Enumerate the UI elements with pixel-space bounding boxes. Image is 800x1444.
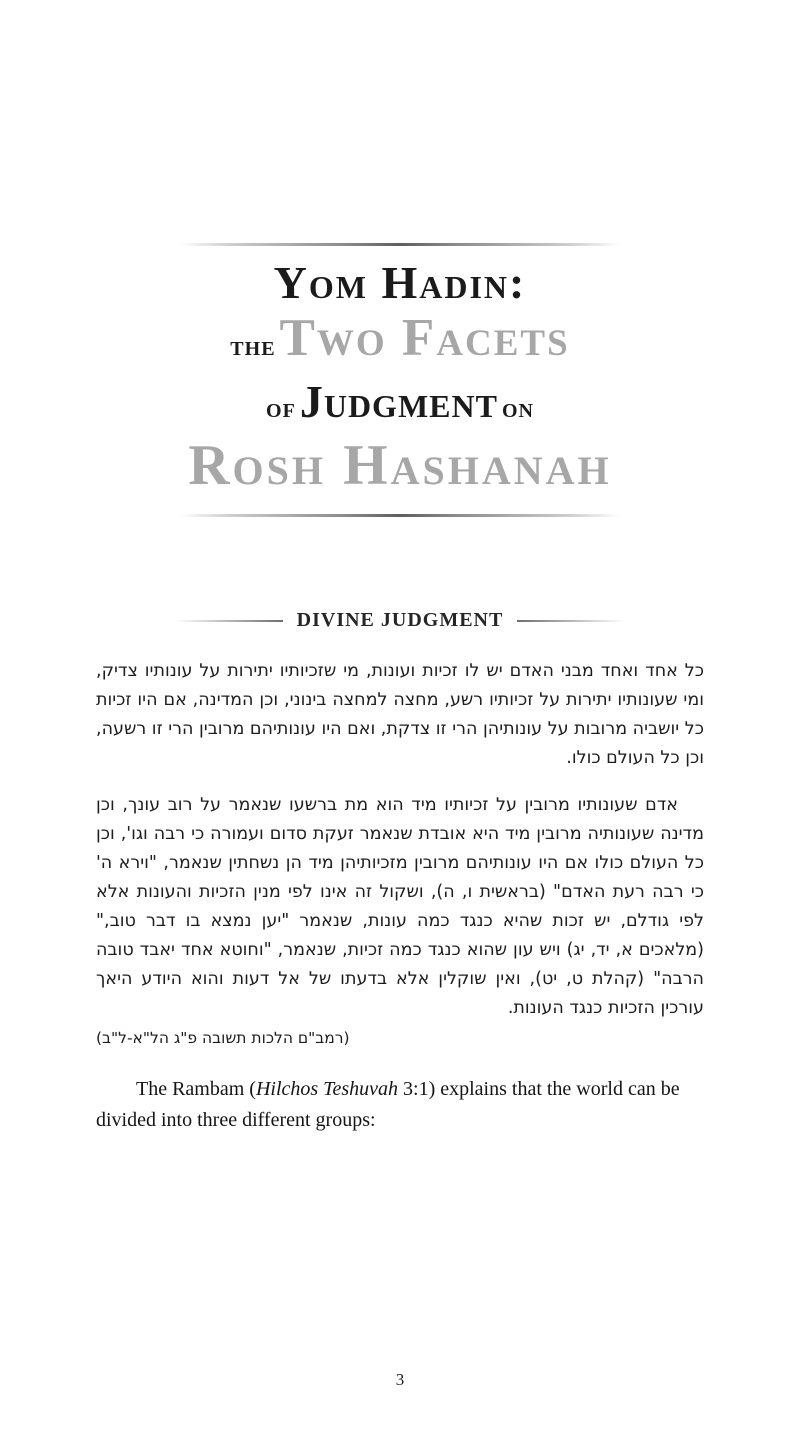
title-word-judgment: Judgment xyxy=(299,376,498,427)
chapter-title xyxy=(0,256,800,496)
english-book-title: Hilchos Teshuvah xyxy=(255,1077,399,1100)
title-bottom-rule xyxy=(179,514,621,517)
hebrew-source-citation: (רמב"ם הלכות תשובה פ"ג הל"א-ל"ב) xyxy=(96,1028,350,1047)
hebrew-quote-paragraph-1: כל אחד ואחד מבני האדם יש לו זכיות ועונות, מי שזכיותיו יתירות על עונותיו צדיק, ומי שעונותיו יתירות על זכיותיו רשע, מחצה למחצה בינוני, וכן המדינה, אם היו זכיות כל יושביה מרובות על עונותיהן הרי זו צדקת, ואם היו עונותיהם מרובין הרי זו רשעה, וכן כל העולם כולו. xyxy=(96,661,704,768)
section-header xyxy=(96,609,704,632)
title-top-rule xyxy=(179,243,621,246)
english-text-before: The Rambam ( xyxy=(136,1077,256,1100)
section-header-left-line xyxy=(175,620,283,622)
english-paragraph xyxy=(96,1074,704,1136)
book-page xyxy=(0,243,800,1444)
title-word-the: the xyxy=(230,331,276,362)
title-word-of: of xyxy=(266,393,296,424)
hebrew-quote-paragraph-2: אדם שעונותיו מרובין על זכיותיו מיד הוא מת ברשעו שנאמר על רוב עונך, וכן מדינה שעונותיה מרובין מיד היא אובדת שנאמר זעקת סדום ועמורה כי רבה וגו', וכן כל העולם כולו אם היו עונותיהם מרובין מזכיותיהן מיד הן נשחתין שנאמר, "וירא ה' כי רבה רעת האדם" (בראשית ו, ה), ושקול זה אינו לפי מנין הזכיות והעונות אלא לפי גודלם, יש זכות שהיא כנגד כמה עונות, שנאמר "יען נמצא בו דבר טוב," (מלאכים א, יד, יג) ויש עון שהוא כנגד כמה זכיות, שנאמר, "וחוטא אחד יאבד טובה הרבה" (קהלת ט, יט), ואין שוקלין אלא בדעתו של אל דעות והוא היודע היאך עורכין הזכיות כנגד העונות. xyxy=(96,794,704,1018)
page-body xyxy=(96,609,704,1136)
title-line-1: Yom Hadin: xyxy=(273,257,527,308)
title-line-3 xyxy=(0,376,800,436)
title-line-2 xyxy=(0,310,800,379)
title-line-4: Rosh Hashanah xyxy=(188,434,612,497)
title-word-on: on xyxy=(501,393,534,424)
section-header-right-line xyxy=(517,620,625,622)
section-header-title: DIVINE JUDGMENT xyxy=(296,609,504,631)
english-text-after: 3:1) explains that the world can be divided into three different groups: xyxy=(96,1077,680,1131)
title-word-two-facets: Two Facets xyxy=(279,309,570,367)
page-number: 3 xyxy=(395,1370,405,1389)
